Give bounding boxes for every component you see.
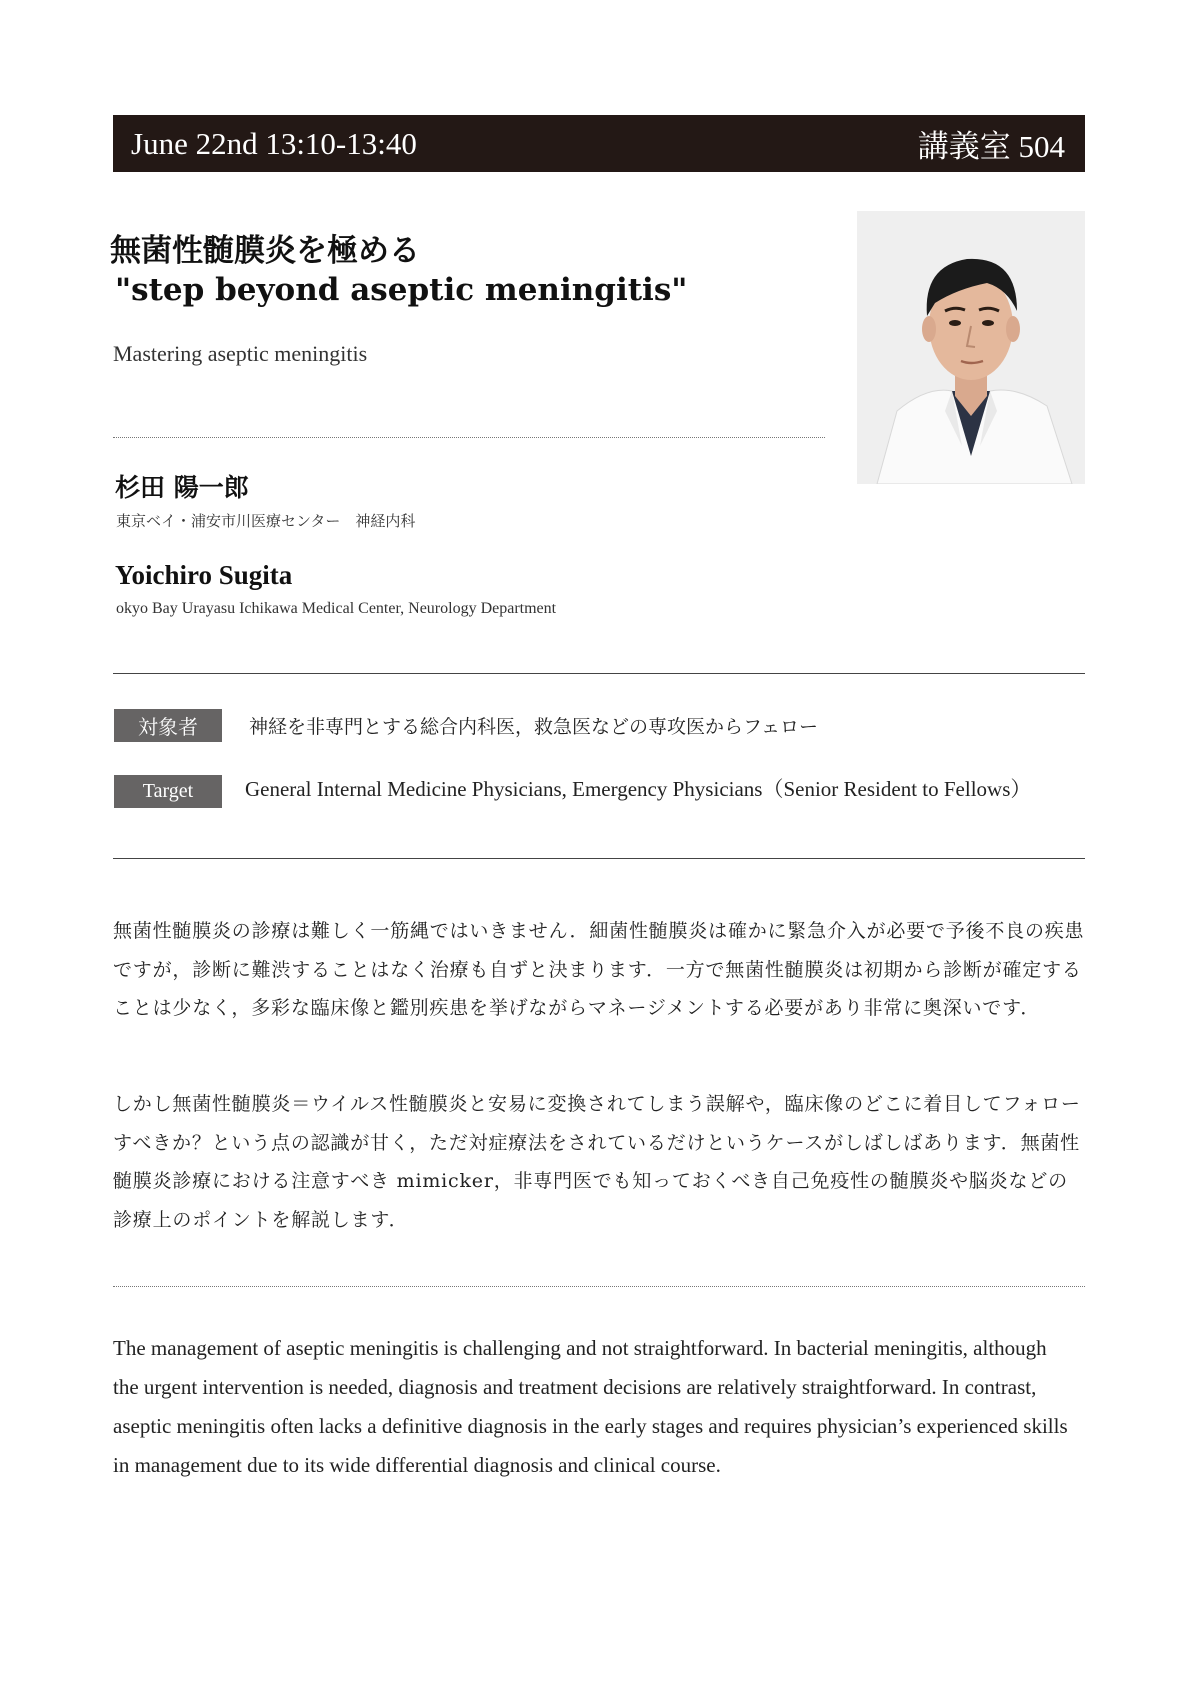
target-text-japanese: 神経を非専門とする総合内科医，救急医などの専攻医からフェロー bbox=[249, 716, 819, 738]
abstract-english: The management of aseptic meningitis is challenging and not straightforward. In bacterial meningitis, although the urgent intervention is needed, diagnosis and treatment decisions are relatively straightforward. In contrast, aseptic meningitis often lacks a definitive diagnosis in the early stages and requires physician’s experienced skills in management due to its wide differential diagnosis and clinical course. bbox=[113, 1336, 1068, 1477]
target-label-japanese: 対象者 bbox=[114, 709, 222, 742]
title-english: "step beyond aseptic meningitis" bbox=[115, 272, 688, 308]
abstract-japanese-paragraph-1: 無菌性髄膜炎の診療は難しく一筋縄ではいきません．細菌性髄膜炎は確かに緊急介入が必要で予後不良の疾患ですが，診断に難渋することはなく治療も自ずと決まります．一方で無菌性髄膜炎は初期から診断が確定することは少なく，多彩な臨床像と鑑別疾患を挙げながらマネージメントする必要があり非常に奥深いです． bbox=[113, 920, 1085, 1019]
dotted-divider bbox=[113, 437, 825, 438]
title-japanese: 無菌性髄膜炎を極める bbox=[110, 233, 420, 269]
session-room: 講義室 504 bbox=[917, 129, 1065, 164]
target-text-english: General Internal Medicine Physicians, Emergency Physicians（Senior Resident to Fellows） bbox=[245, 777, 1032, 801]
section-rule-top bbox=[113, 673, 1085, 674]
subtitle: Mastering aseptic meningitis bbox=[113, 341, 368, 366]
speaker-name-japanese: 杉田 陽一郎 bbox=[115, 473, 249, 502]
session-header-bar bbox=[113, 115, 1085, 172]
speaker-affiliation-english: okyo Bay Urayasu Ichikawa Medical Center, Neurology Department bbox=[116, 600, 557, 617]
section-rule-bottom bbox=[113, 858, 1085, 859]
abstract-japanese-paragraph-2: しかし無菌性髄膜炎＝ウイルス性髄膜炎と安易に変換されてしまう誤解や，臨床像のどこに着目してフォローすべきか？という点の認識が甘く，ただ対症療法をされているだけというケースがしばしばあります．無菌性髄膜炎診療における注意すべき mimicker，非専門医でも知っておくべき自己免疫性の髄膜炎や脳炎などの診療上のポイントを解説します． bbox=[113, 1093, 1081, 1231]
session-datetime: June 22nd 13:10-13:40 bbox=[131, 125, 417, 161]
speaker-photo bbox=[857, 211, 1085, 484]
dotted-divider-abstract bbox=[113, 1286, 1085, 1287]
target-label-english: Target bbox=[114, 775, 222, 808]
speaker-affiliation-japanese: 東京ベイ・浦安市川医療センター 神経内科 bbox=[116, 512, 416, 530]
speaker-name-english: Yoichiro Sugita bbox=[115, 560, 293, 590]
